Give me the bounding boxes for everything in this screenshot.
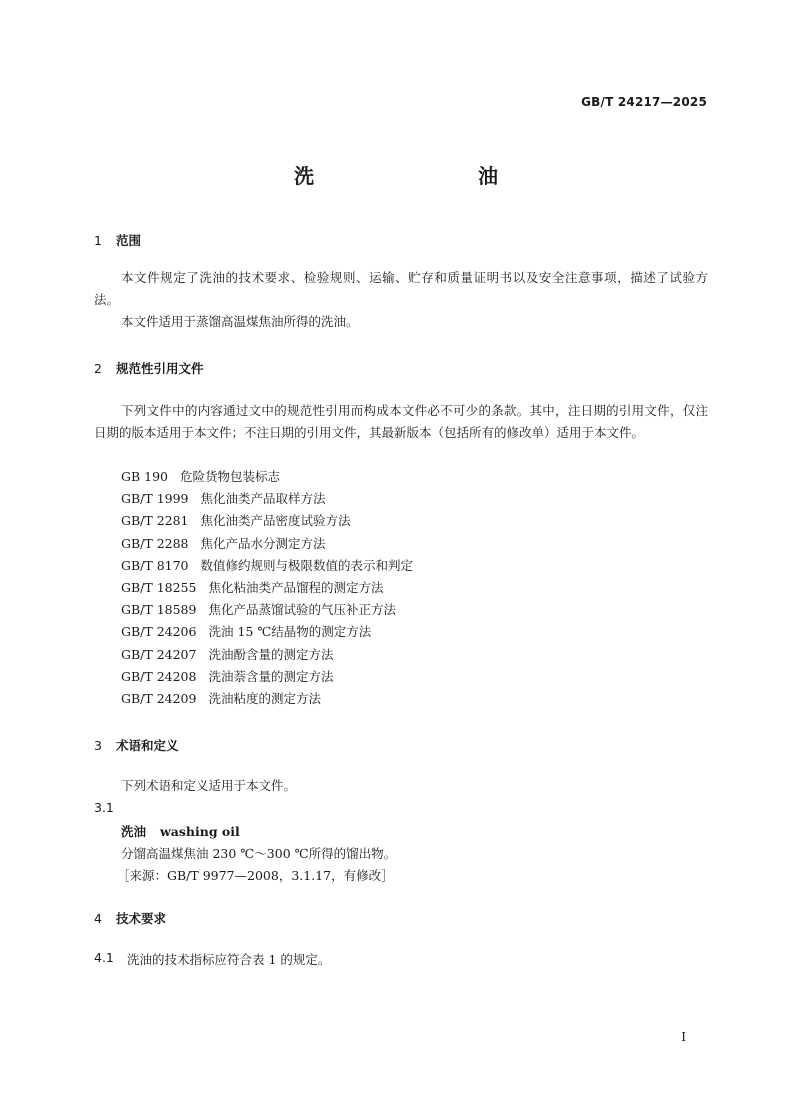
- reference-title: 焦化产品蒸馏试验的气压补正方法: [208, 602, 396, 618]
- reference-code: GB/T 2288: [121, 535, 189, 551]
- reference-code: GB/T 24209: [121, 691, 197, 707]
- document-title: 洗 油: [294, 164, 570, 188]
- reference-code: GB/T 18255: [121, 580, 197, 596]
- reference-title: 焦化产品水分测定方法: [200, 535, 326, 551]
- term-number: 3.1: [94, 800, 114, 815]
- clause-4-1-text: 洗油的技术指标应符合表 1 的规定。: [127, 952, 331, 967]
- reference-item: [121, 644, 413, 666]
- section-3-heading: [94, 736, 179, 754]
- section-2-title: 规范性引用文件: [116, 361, 204, 376]
- reference-title: 危险货物包装标志: [180, 469, 281, 484]
- term-chinese: 洗油: [121, 824, 147, 839]
- reference-item: [121, 688, 413, 710]
- section-4-number: 4: [94, 911, 102, 926]
- section-3-title: 术语和定义: [116, 738, 179, 753]
- reference-code: GB/T 2281: [121, 513, 189, 529]
- reference-code: GB/T 8170: [121, 557, 189, 573]
- clause-4-1-number: 4.1: [94, 950, 114, 965]
- reference-item: [121, 510, 413, 532]
- reference-item: [121, 555, 413, 577]
- reference-title: 焦化油类产品取样方法: [200, 491, 326, 507]
- section-1-body: [94, 267, 708, 333]
- terms-intro: 下列术语和定义适用于本文件。: [121, 778, 297, 793]
- reference-code: GB/T 18589: [121, 602, 197, 618]
- normative-intro-paragraph: 下列文件中的内容通过文中的规范性引用而构成本文件必不可少的条款。其中，注日期的引用文件，仅注日期的版本适用于本文件；不注日期的引用文件，其最新版本（包括所有的修改单）适用于本文件。: [94, 403, 708, 440]
- reference-title: 焦化油类产品密度试验方法: [200, 513, 351, 529]
- reference-item: [121, 488, 413, 510]
- reference-code: GB/T 24208: [121, 668, 197, 684]
- reference-item: [121, 533, 413, 555]
- term-entry: [121, 822, 240, 840]
- reference-title: 焦化粘油类产品馏程的测定方法: [208, 580, 384, 596]
- section-2-number: 2: [94, 361, 102, 376]
- reference-item: [121, 577, 413, 599]
- section-2-body: [94, 400, 708, 444]
- section-4-heading: [94, 909, 166, 927]
- reference-title: 洗油萘含量的测定方法: [208, 668, 334, 684]
- scope-paragraph-1: 本文件规定了洗油的技术要求、检验规则、运输、贮存和质量证明书以及安全注意事项，描述了试验方法。: [94, 270, 708, 307]
- reference-item: [121, 599, 413, 621]
- reference-code: GB/T 1999: [121, 491, 189, 507]
- scope-paragraph-2: 本文件适用于蒸馏高温煤焦油所得的洗油。: [121, 314, 359, 329]
- reference-item: [121, 466, 413, 488]
- term-source: ［来源：GB/T 9977—2008，3.1.17，有修改］: [117, 868, 394, 883]
- reference-item: [121, 666, 413, 688]
- reference-list: [121, 466, 413, 710]
- standard-number: GB/T 24217—2025: [581, 95, 707, 109]
- section-1-title: 范围: [116, 233, 142, 248]
- term-english: washing oil: [160, 824, 240, 839]
- page-number: I: [681, 1030, 686, 1044]
- reference-code: GB 190: [121, 469, 169, 484]
- section-2-heading: [94, 359, 204, 377]
- section-3-number: 3: [94, 738, 102, 753]
- reference-item: [121, 621, 413, 643]
- reference-code: GB/T 24206: [121, 624, 197, 640]
- section-1-heading: [94, 231, 141, 249]
- reference-title: 洗油粘度的测定方法: [208, 691, 321, 707]
- reference-title: 数值修约规则与极限数值的表示和判定: [200, 557, 414, 573]
- reference-code: GB/T 24207: [121, 646, 197, 662]
- reference-title: 洗油酚含量的测定方法: [208, 646, 334, 662]
- term-definition: 分馏高温煤焦油 230 ℃～300 ℃所得的馏出物。: [121, 846, 397, 861]
- section-1-number: 1: [94, 233, 102, 248]
- reference-title: 洗油 15 ℃结晶物的测定方法: [208, 624, 372, 640]
- section-4-title: 技术要求: [116, 911, 167, 926]
